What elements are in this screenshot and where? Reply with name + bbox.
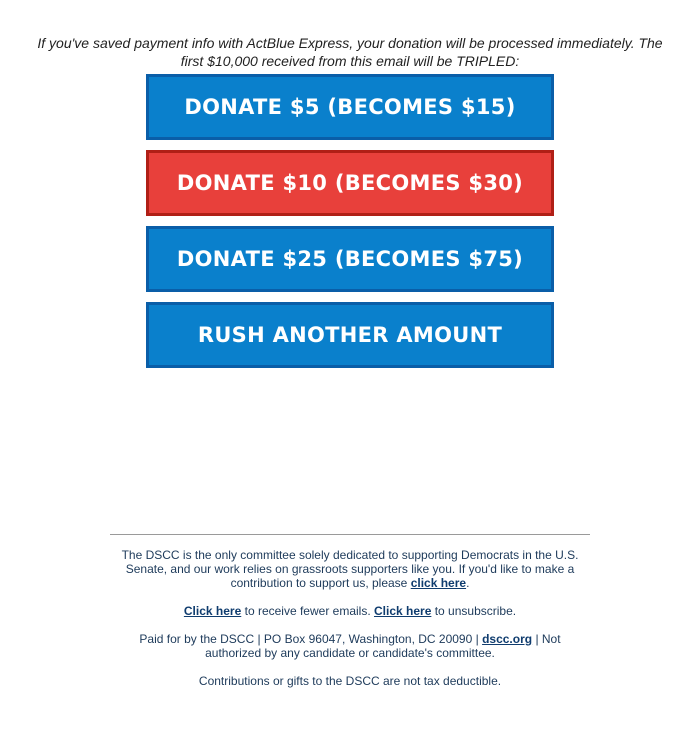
- paid-for-end: | Not authorized by any candidate or candidate's committee.: [205, 632, 561, 660]
- footer-about: [110, 548, 590, 590]
- donate-5-button[interactable]: DONATE $5 (BECOMES $15): [146, 74, 554, 140]
- unsubscribe-link[interactable]: Click here: [374, 604, 432, 618]
- fewer-emails-link[interactable]: Click here: [183, 604, 242, 618]
- unsubscribe-text: to unsubscribe.: [434, 604, 517, 618]
- intro-text: If you've saved payment info with ActBlue Express, your donation will be processed immediately. The first $10,000 received from this email will be TRIPLED:: [37, 35, 663, 69]
- rush-another-amount-button[interactable]: RUSH ANOTHER AMOUNT: [146, 302, 554, 368]
- footer-paid-for: [110, 632, 590, 660]
- contribute-link[interactable]: click here: [410, 576, 467, 590]
- footer-email-preferences: [110, 604, 590, 618]
- footer-about-text: The DSCC is the only committee solely dedicated to supporting Democrats in the U.S. Senate, and our work relies on grassroots supporters like you. If you'd like to make a contribution to support us, please: [121, 548, 579, 590]
- footer-tax-note: Contributions or gifts to the DSCC are not tax deductible.: [198, 674, 502, 688]
- donate-10-button[interactable]: DONATE $10 (BECOMES $30): [146, 150, 554, 216]
- footer-about-end: .: [466, 576, 470, 590]
- fewer-emails-text: to receive fewer emails.: [244, 604, 371, 618]
- donate-25-button[interactable]: DONATE $25 (BECOMES $75): [146, 226, 554, 292]
- footer-divider: [110, 534, 590, 535]
- paid-for-text: Paid for by the DSCC | PO Box 96047, Washington, DC 20090 |: [139, 632, 479, 646]
- dscc-website-link[interactable]: dscc.org: [482, 632, 533, 646]
